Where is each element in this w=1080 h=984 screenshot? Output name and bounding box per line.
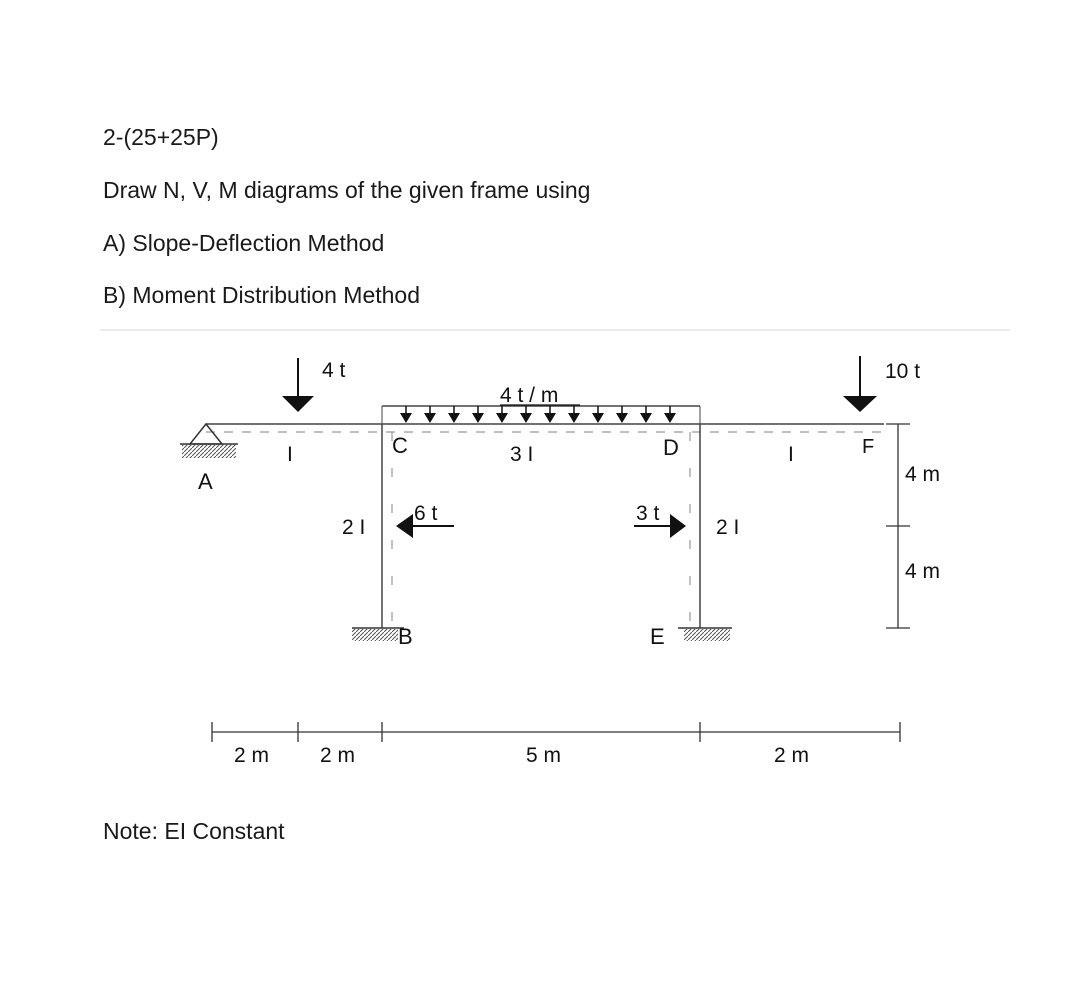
distributed-load-label: 4 t / m xyxy=(500,384,559,407)
beam-af xyxy=(206,424,884,432)
horizontal-load-6t-label: 6 t xyxy=(414,502,438,525)
method-a-text: A) Slope-Deflection Method xyxy=(103,230,385,256)
column-de xyxy=(690,424,700,628)
distributed-load-arrows xyxy=(382,406,700,424)
column-cb xyxy=(382,424,392,628)
point-load-10t-arrow xyxy=(843,356,877,412)
node-d-label: D xyxy=(663,435,679,460)
method-b-text: B) Moment Distribution Method xyxy=(103,282,421,308)
dimension-height-lower: 4 m xyxy=(905,560,941,583)
problem-number: 2-(25+25P) xyxy=(103,124,219,150)
fixed-support-e xyxy=(678,628,732,641)
point-load-4t-label: 4 t xyxy=(322,359,346,382)
fixed-support-b xyxy=(352,628,404,641)
dimension-height-upper: 4 m xyxy=(905,463,941,486)
point-load-4t-arrow xyxy=(282,358,314,412)
member-de-inertia: 2 I xyxy=(716,516,740,539)
dimension-span-2: 2 m xyxy=(320,744,356,767)
horizontal-dimension-line xyxy=(212,722,900,742)
member-ac-inertia: I xyxy=(287,443,293,466)
pin-support-a xyxy=(180,424,238,458)
node-b-label: B xyxy=(398,624,413,649)
horizontal-load-3t-label: 3 t xyxy=(636,502,660,525)
member-cb-inertia: 2 I xyxy=(342,516,366,539)
point-load-10t-label: 10 t xyxy=(885,360,921,383)
vertical-dimension-line xyxy=(886,424,910,628)
node-e-label: E xyxy=(650,624,665,649)
node-a-label: A xyxy=(198,469,213,494)
node-c-label: C xyxy=(392,433,408,458)
member-df-inertia: I xyxy=(788,443,794,466)
node-f-label: F xyxy=(862,436,875,458)
dimension-span-4: 2 m xyxy=(774,744,810,767)
note-text: Note: EI Constant xyxy=(103,818,285,844)
dimension-span-3: 5 m xyxy=(526,744,562,767)
member-cd-inertia: 3 I xyxy=(510,443,534,466)
dimension-span-1: 2 m xyxy=(234,744,270,767)
problem-instruction: Draw N, V, M diagrams of the given frame using xyxy=(103,177,591,203)
